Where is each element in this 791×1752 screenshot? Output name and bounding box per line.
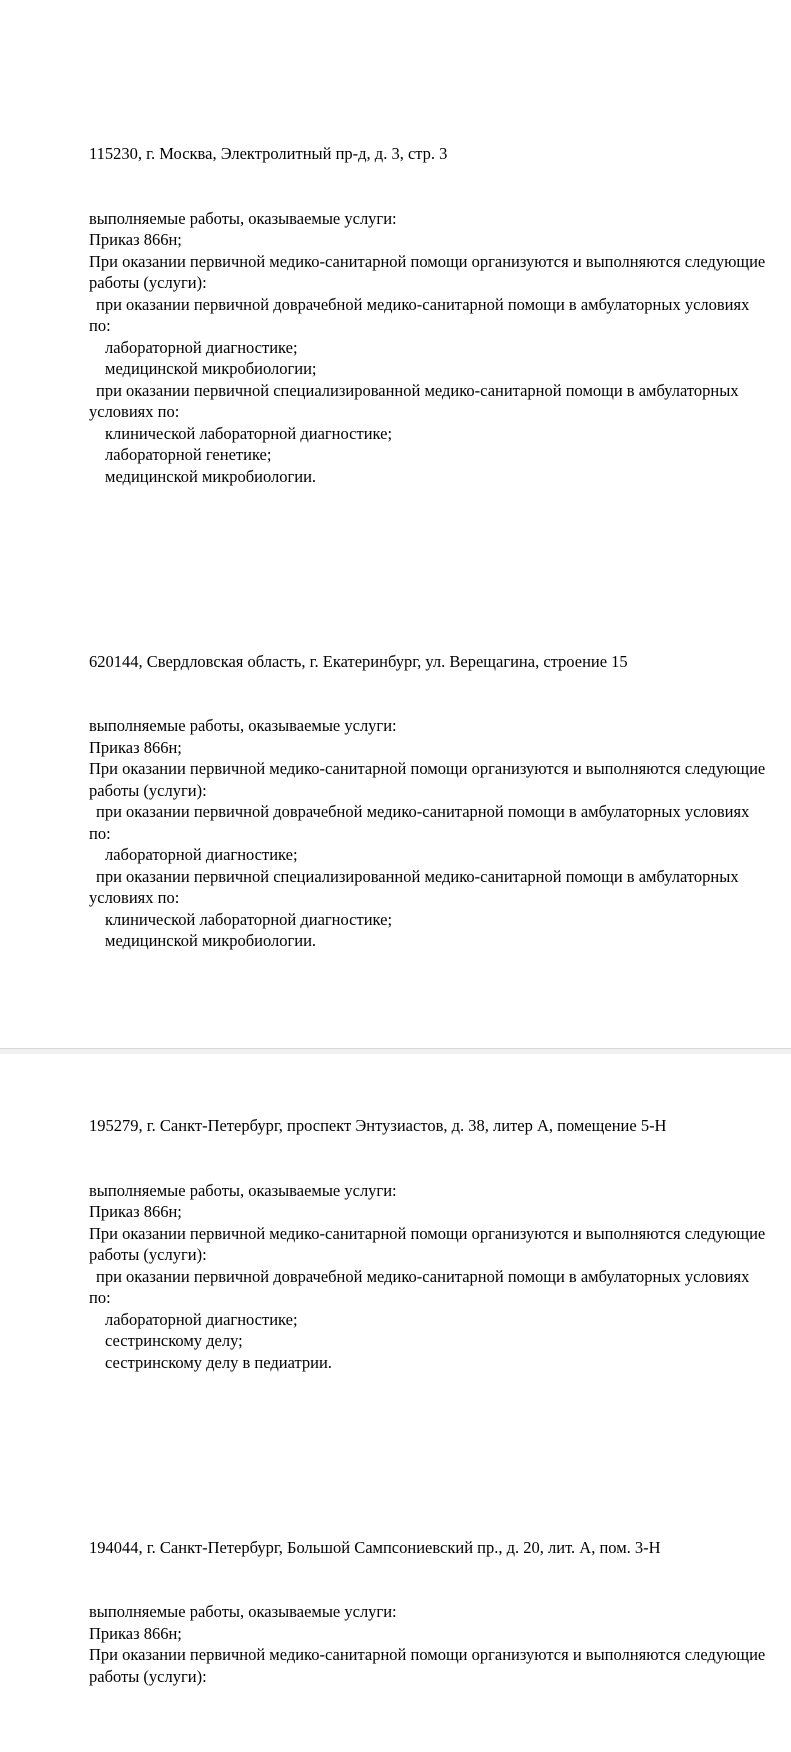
service-line: выполняемые работы, оказываемые услуги: (89, 208, 397, 228)
service-line: выполняемые работы, оказываемые услуги: (89, 1602, 397, 1621)
location-address: 620144, Свердловская область, г. Екатеринбург, ул. Верещагина, строение 15 (89, 651, 628, 671)
service-line: лабораторной генетике; (105, 445, 272, 464)
service-line: медицинской микробиологии. (105, 931, 317, 950)
location-block (89, 100, 765, 530)
service-line: лабораторной диагностике; (105, 845, 298, 864)
service-line: сестринскому делу в педиатрии. (105, 1352, 332, 1372)
service-line: сестринскому делу; (105, 1331, 243, 1350)
service-line: выполняемые работы, оказываемые услуги: (89, 1180, 397, 1200)
service-line: работы (услуги): (89, 1666, 207, 1686)
location-lines (89, 715, 765, 952)
service-line: Приказ 866н; (89, 230, 182, 249)
location-lines (89, 1180, 765, 1374)
location-block (89, 1494, 765, 1731)
service-line: Приказ 866н; (89, 737, 182, 757)
location-block (89, 608, 765, 995)
service-line: по: (89, 1288, 111, 1307)
service-line: при оказании первичной доврачебной медико-санитарной помощи в амбулаторных условиях (96, 802, 750, 821)
service-line: клинической лабораторной диагностике; (105, 423, 393, 443)
service-line: работы (услуги): (89, 1245, 207, 1264)
service-line: Приказ 866н; (89, 1623, 182, 1643)
location-address: 194044, г. Санкт-Петербург, Большой Сампсониевский пр., д. 20, лит. А, пом. 3-Н (89, 1537, 661, 1557)
location-lines (89, 208, 765, 488)
service-line: выполняемые работы, оказываемые услуги: (89, 716, 397, 735)
location-block (89, 1072, 765, 1416)
service-line: при оказании первичной специализированной медико-санитарной помощи в амбулаторных (96, 380, 739, 400)
service-line: при оказании первичной доврачебной медико-санитарной помощи в амбулаторных условиях (96, 1266, 750, 1286)
service-line: При оказании первичной медико-санитарной помощи организуются и выполняются следующие (89, 1645, 766, 1664)
service-line: клинической лабораторной диагностике; (105, 909, 393, 929)
service-line: лабораторной диагностике; (105, 1309, 298, 1329)
service-line: работы (услуги): (89, 273, 207, 292)
service-line: При оказании первичной медико-санитарной помощи организуются и выполняются следующие (89, 1223, 766, 1243)
service-line: при оказании первичной специализированной медико-санитарной помощи в амбулаторных (96, 866, 739, 886)
service-line: условиях по: (89, 888, 180, 907)
service-line: При оказании первичной медико-санитарной помощи организуются и выполняются следующие (89, 251, 766, 271)
license-document (89, 57, 765, 1752)
service-line: медицинской микробиологии; (105, 359, 317, 378)
location-address: 195279, г. Санкт-Петербург, проспект Энтузиастов, д. 38, литер А, помещение 5-Н (89, 1116, 667, 1135)
service-line: работы (услуги): (89, 780, 207, 800)
service-line: Приказ 866н; (89, 1202, 182, 1221)
service-line: При оказании первичной медико-санитарной помощи организуются и выполняются следующие (89, 759, 766, 778)
service-line: лабораторной диагностике; (105, 337, 298, 357)
service-line: условиях по: (89, 402, 180, 421)
location-lines (89, 1601, 765, 1687)
location-address: 115230, г. Москва, Электролитный пр-д, д. 3, стр. 3 (89, 144, 448, 163)
service-line: при оказании первичной доврачебной медико-санитарной помощи в амбулаторных условиях (96, 294, 750, 314)
service-line: по: (89, 823, 111, 843)
horizontal-scrollbar[interactable] (0, 1048, 791, 1054)
service-line: медицинской микробиологии. (105, 466, 317, 486)
service-line: по: (89, 316, 111, 335)
